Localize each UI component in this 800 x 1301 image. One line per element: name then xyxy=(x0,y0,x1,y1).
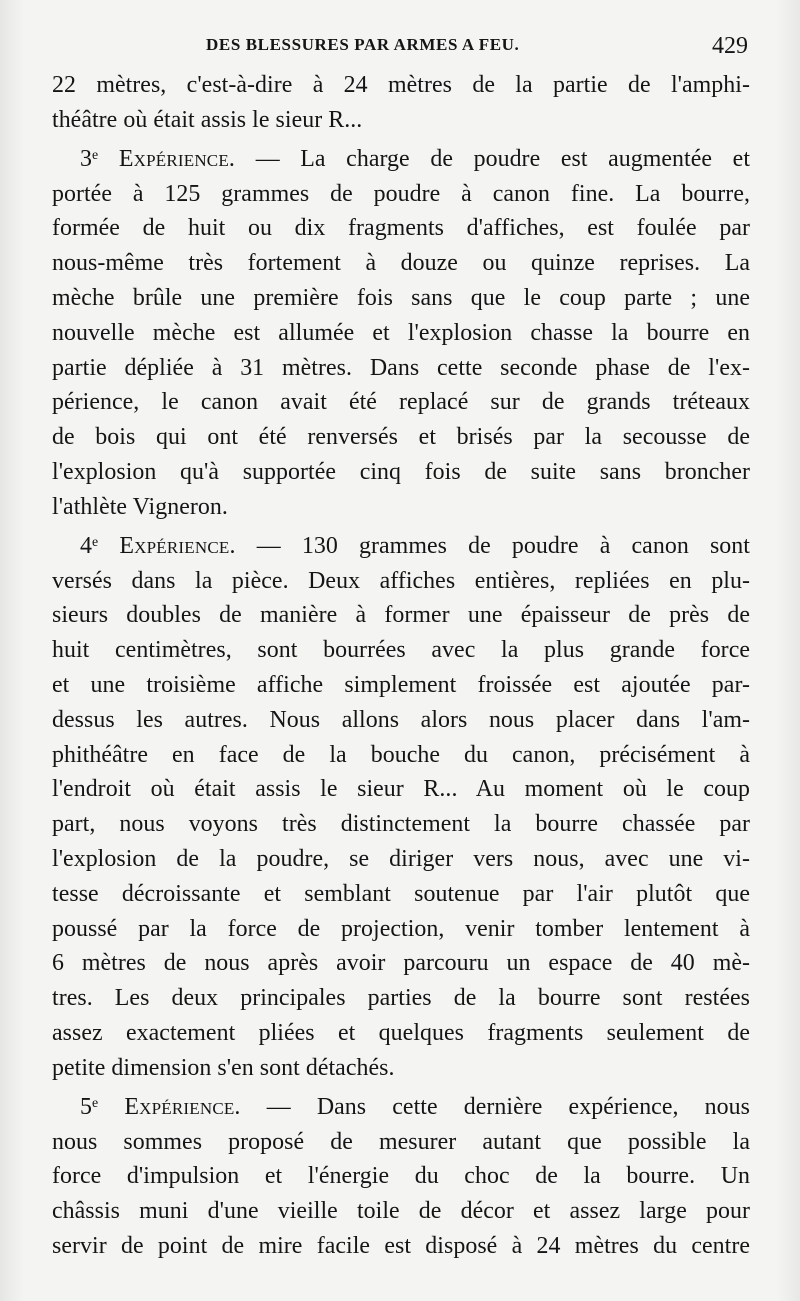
experiment-5-line xyxy=(52,1086,750,1125)
text-line: dessus les autres. Nous allons alors nous placer dans l'am- xyxy=(52,706,750,733)
experiment-heading: Expérience. xyxy=(124,1093,241,1120)
text-line: l'explosion qu'à supportée cinq fois de suite sans broncher xyxy=(52,458,750,485)
text-line: partie dépliée à 31 mètres. Dans cette seconde phase de l'ex- xyxy=(52,354,750,381)
text-line: et une troisième affiche simplement froissée est ajoutée par- xyxy=(52,671,750,698)
text-line: périence, le canon avait été replacé sur de grands tréteaux xyxy=(52,389,750,416)
text-line: assez exactement pliées et quelques fragments seulement de xyxy=(52,1019,750,1046)
text-run: — Dans cette dernière expérience, nous xyxy=(240,1093,750,1120)
text-line: servir de point de mire facile est disposé à 24 mètres du centre xyxy=(52,1232,750,1259)
running-head: DES BLESSURES PAR ARMES A FEU. xyxy=(206,35,520,54)
text-line: nous-même très fortement à douze ou quinze reprises. La xyxy=(52,250,750,277)
text-line: part, nous voyons très distinctement la bourre chassée par xyxy=(52,811,750,838)
text-line: force d'impulsion et l'énergie du choc de la bourre. Un xyxy=(52,1163,750,1190)
text-line: versés dans la pièce. Deux affiches entières, repliées en plu- xyxy=(52,567,750,594)
text-line: portée à 125 grammes de poudre à canon fine. La bourre, xyxy=(52,180,750,207)
ordinal-superscript: e xyxy=(92,146,99,162)
text-line: sieurs doubles de manière à former une épaisseur de près de xyxy=(52,602,750,629)
experiment-heading: Expérience. xyxy=(119,532,236,559)
text-line: huit centimètres, sont bourrées avec la plus grande force xyxy=(52,637,750,664)
experiment-3-line xyxy=(52,138,750,177)
text-line: 22 mètres, c'est-à-dire à 24 mètres de la partie de l'amphi- xyxy=(52,72,750,98)
experiment-heading: Expérience. xyxy=(118,145,236,172)
experiment-number: 5 xyxy=(80,1093,92,1120)
experiment-number: 4 xyxy=(80,532,92,559)
page-number: 429 xyxy=(712,33,748,59)
body-text xyxy=(52,68,750,1264)
text-line: tesse décroissante et semblant soutenue par l'air plutôt que xyxy=(52,880,750,907)
text-line: tres. Les deux principales parties de la bourre sont restées xyxy=(52,985,750,1012)
text-line: formée de huit ou dix fragments d'affiches, est foulée par xyxy=(52,215,750,242)
text-line: poussé par la force de projection, venir tomber lentement à xyxy=(52,915,750,942)
text-line: l'athlète Vigneron. xyxy=(52,493,228,520)
text-line: de bois qui ont été renversés et brisés par la secousse de xyxy=(52,424,750,451)
experiment-number: 3 xyxy=(80,145,92,172)
text-line: l'explosion de la poudre, se diriger vers nous, avec une vi- xyxy=(52,845,750,872)
experiment-4-line xyxy=(52,525,750,564)
text-run: — 130 grammes de poudre à canon sont xyxy=(235,532,750,559)
text-line: châssis muni d'une vieille toile de décor et assez large pour xyxy=(52,1198,750,1225)
text-line: petite dimension s'en sont détachés. xyxy=(52,1054,395,1081)
text-line: mèche brûle une première fois sans que le coup parte ; une xyxy=(52,284,750,311)
text-line: l'endroit où était assis le sieur R... Au moment où le coup xyxy=(52,776,750,803)
text-run: — La charge de poudre est augmentée et xyxy=(235,145,751,172)
page-header xyxy=(206,34,748,68)
text-line: nous sommes proposé de mesurer autant que possible la xyxy=(52,1128,750,1155)
ordinal-superscript: e xyxy=(92,1094,99,1110)
text-line: phithéâtre en face de la bouche du canon, précisément à xyxy=(52,741,750,768)
text-line: nouvelle mèche est allumée et l'explosion chasse la bourre en xyxy=(52,319,750,346)
ordinal-superscript: e xyxy=(92,533,99,549)
text-line: 6 mètres de nous après avoir parcouru un espace de 40 mè- xyxy=(52,950,750,977)
text-line: théâtre où était assis le sieur R... xyxy=(52,106,363,133)
